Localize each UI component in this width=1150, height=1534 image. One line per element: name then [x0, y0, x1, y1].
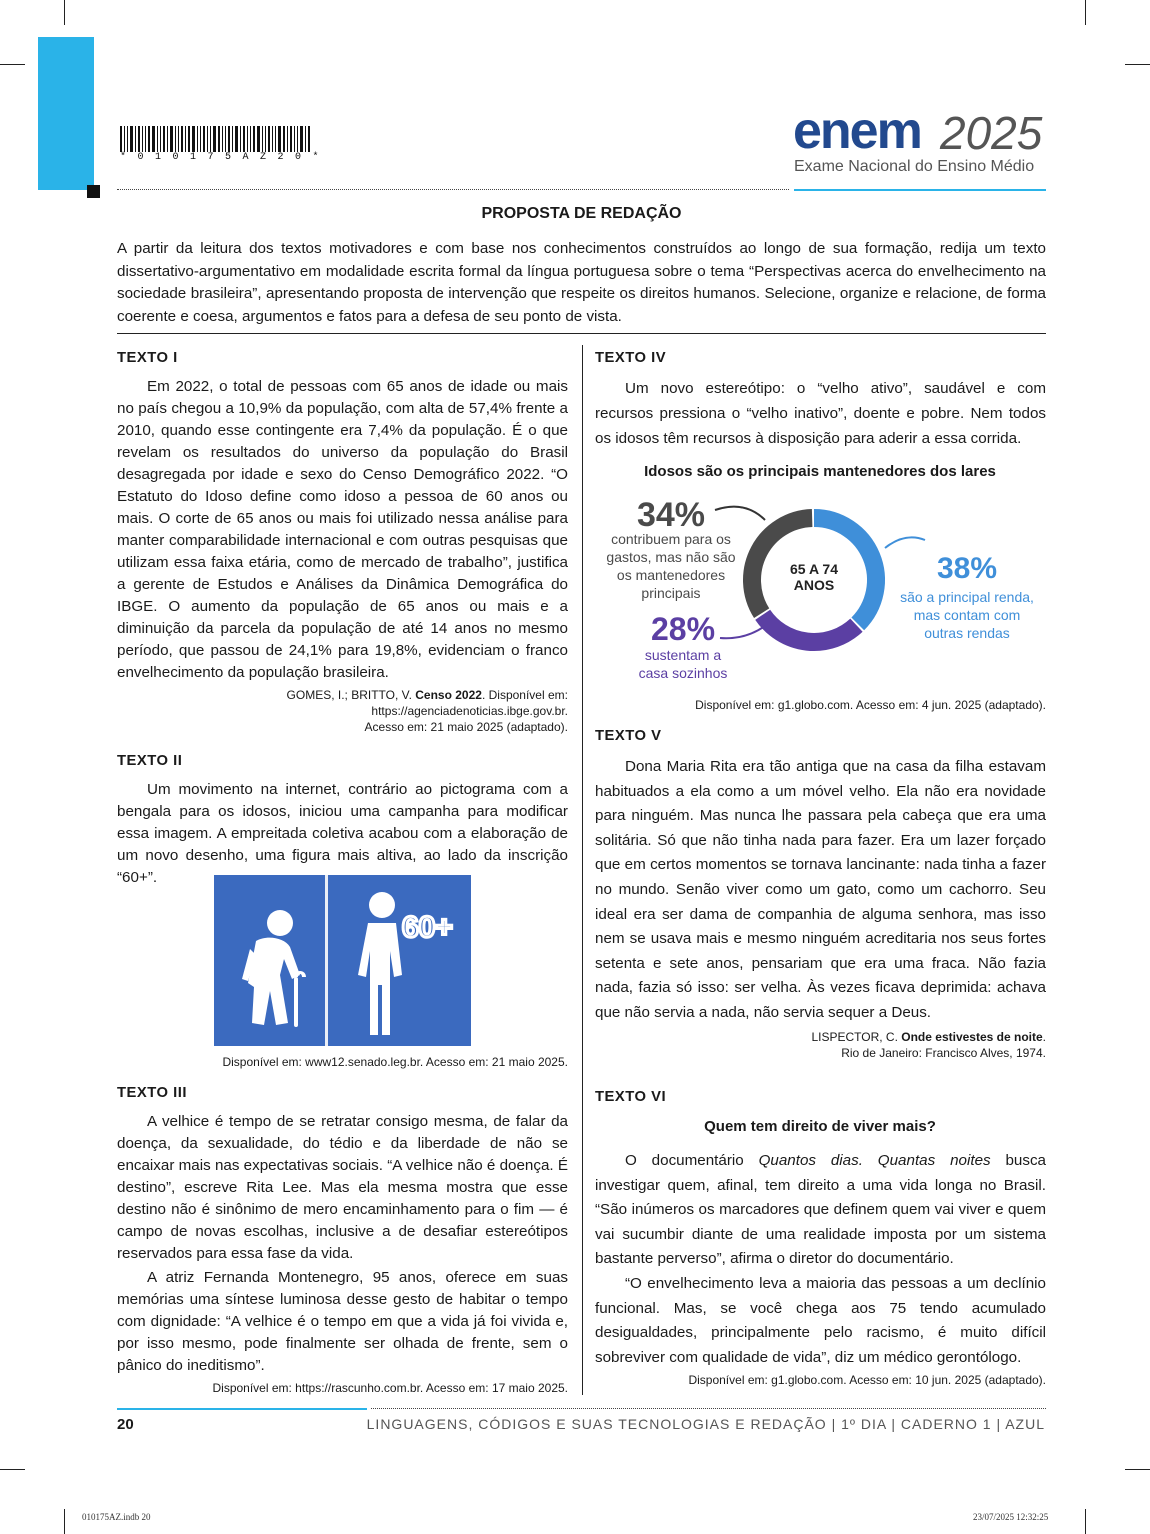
- barcode: [120, 126, 326, 152]
- slice-caption-line: outras rendas: [924, 625, 1010, 641]
- slice-percent-38: 38%: [936, 552, 998, 585]
- barcode-bar: [297, 126, 298, 152]
- barcode-bar: [138, 126, 140, 152]
- barcode-bar: [152, 126, 155, 152]
- crop-mark: [1085, 0, 1086, 25]
- slice-percent-28: 28%: [650, 611, 716, 647]
- texto-3-source: Disponível em: https://rascunho.com.br. Acesso em: 17 maio 2025.: [212, 1381, 568, 1395]
- footer-text: LINGUAGENS, CÓDIGOS E SUAS TECNOLOGIAS E REDAÇÃO | 1º DIA | CADERNO 1 | AZUL: [366, 1416, 1045, 1432]
- source-author: LISPECTOR, C.: [811, 1029, 902, 1044]
- crop-mark: [1125, 64, 1150, 65]
- column-divider: [582, 345, 583, 1395]
- texto-4-body: Um novo estereótipo: o “velho ativo”, saudável e com recursos pressiona o “velho inativo”, doente e pobre. Nem todos os idosos têm recursos à disposição para aderir a essa corrida.: [595, 380, 1046, 447]
- source-url: https://agenciadenoticias.ibge.gov.br.: [371, 704, 568, 718]
- barcode-bar: [240, 126, 241, 152]
- print-file-mark: 010175AZ.indb 20: [82, 1512, 151, 1522]
- barcode-bar: [175, 126, 176, 152]
- barcode-bar: [197, 126, 198, 152]
- header-dotted-rule: [117, 189, 789, 190]
- texto-2-source: Disponível em: www12.senado.leg.br. Acesso em: 21 maio 2025.: [222, 1055, 568, 1069]
- crop-mark: [1125, 1469, 1150, 1470]
- texto-3: [117, 1082, 568, 1396]
- texto-5-source: [595, 1029, 1046, 1061]
- donut-chart: [595, 490, 1046, 690]
- page-number: 20: [117, 1416, 134, 1433]
- barcode-bar: [287, 126, 288, 152]
- texto-5-heading: TEXTO V: [595, 728, 662, 744]
- texto-3-body-1: A velhice é tempo de se retratar consigo mesma, de falar da doença, da sexualidade, do tédio e da liberdade de não se encaixar mais nas expectativas sociais. “A velhice não é doença. É destino”, escreve Rita Lee. Mas ela mesma mostra que esse destino não é sinônimo de mero encaminhamento para o fim — é campo de novas escolhas, inclusive a de desafiar estereótipos reservados para essa fase da vida.: [117, 1113, 568, 1262]
- barcode-bar: [120, 126, 122, 152]
- enem-logo-year: 2025: [940, 107, 1043, 159]
- arrow-28: [720, 626, 765, 638]
- source-publisher: Rio de Janeiro: Francisco Alves, 1974.: [841, 1045, 1046, 1060]
- footer-dotted-rule: [371, 1408, 1046, 1409]
- slice-caption-line: contribuem para os: [611, 531, 731, 547]
- barcode-bar: [181, 126, 183, 152]
- chart-title: Idosos são os principais mantenedores dos lares: [644, 463, 996, 480]
- barcode-bar: [218, 126, 220, 152]
- barcode-bar: [160, 126, 161, 152]
- crop-mark: [64, 0, 65, 25]
- slice-caption-line: mas contam com: [913, 607, 1021, 623]
- texto-6-content: [595, 1149, 1046, 1388]
- barcode-bar: [210, 126, 211, 152]
- texto-6-source: Disponível em: g1.globo.com. Acesso em: 10 jun. 2025 (adaptado).: [688, 1373, 1046, 1388]
- texto-2: [117, 750, 568, 889]
- pictogram-image: [214, 875, 471, 1046]
- center-label-line2: ANOS: [793, 577, 835, 593]
- slice-caption-line: os mantenedores: [616, 567, 726, 583]
- crop-mark: [1085, 1509, 1086, 1534]
- pictogram-label: 60+: [402, 911, 453, 944]
- barcode-bar: [142, 126, 143, 152]
- texto-6-body-1: [595, 1149, 1046, 1272]
- barcode-bar: [262, 126, 263, 152]
- barcode-bar: [278, 126, 281, 152]
- slice-caption-line: são a principal renda,: [900, 589, 1034, 605]
- barcode-bar: [290, 126, 292, 152]
- enem-logo-word: enem: [793, 102, 921, 160]
- slice-caption-line: sustentam a: [644, 647, 722, 663]
- barcode-bar: [300, 126, 303, 152]
- active-elderly-icon: [328, 875, 471, 1046]
- proposal-title: PROPOSTA DE REDAÇÃO: [481, 205, 682, 222]
- source-suffix: .: [1042, 1029, 1046, 1044]
- texto-3-body-2: A atriz Fernanda Montenegro, 95 anos, oferece em suas memórias uma síntese luminosa desse gesto de habitar o tempo com dignidade: “A velhice é o tempo em que a vida já foi vivida e, por isso mesmo, pode finalmente ser olhada de frente, sem o pânico do ineditismo”.: [117, 1269, 568, 1374]
- footer-blue-line: [117, 1408, 367, 1410]
- texto-1-source: [117, 687, 568, 735]
- barcode-bar: [294, 126, 295, 152]
- texto-6-body-2: “O envelhecimento leva a maioria das pessoas a um declínio funcional. Mas, se você chega aos 75 tendo acumulado desigualdades, principalmente pelo racismo, é muito difícil sobreviver com qualidade de vida”, diz um médico gerontólogo.: [595, 1274, 1046, 1366]
- source-suffix: . Disponível em:: [481, 688, 568, 702]
- texto-1: [117, 347, 568, 735]
- barcode-bar: [272, 126, 273, 152]
- arrow-34: [715, 507, 765, 520]
- slice-caption-line: casa sozinhos: [638, 665, 728, 681]
- proposal-text: A partir da leitura dos textos motivadores e com base nos conhecimentos construídos ao longo de sua formação, redija um texto dissertativo-argumentativo em modalidade escrita formal da língua portuguesa sobre o tema “Perspectivas acerca do envelhecimento na sociedade brasileira”, apresentando proposta de intervenção que respeite os direitos humanos. Selecione, organize e relacione, de forma coerente e coesa, argumentos e fatos para a defesa de seu ponto de vista.: [117, 240, 1046, 326]
- blue-tab-marker: [38, 37, 94, 190]
- barcode-bar: [127, 126, 128, 152]
- barcode-bar: [178, 126, 179, 152]
- barcode-bar: [170, 126, 173, 152]
- barcode-bar: [157, 126, 158, 152]
- texto-3-heading: TEXTO III: [117, 1085, 188, 1101]
- slice-percent-34: 34%: [636, 496, 706, 534]
- barcode-bar: [167, 126, 168, 152]
- texto-5-body: Dona Maria Rita era tão antiga que na casa da filha estavam habituados a ela como a um móvel velho. Ela não era novidade para ninguém. Mas nunca lhe passara pela cabeça que era uma solitária. Só que não tinha nada para fazer. Era um lazer forçado que em certos momentos se tornava lancinante: nada tinha a fazer no mundo. Senão viver como um gato, como um cachorro. Seu ideal era ser dama de companhia de alguma senhora, mas isso nem se usava mais e mesmo ninguém acreditaria nos seus fortes setenta e sete anos, pensariam que era uma fraca. Não fazia nada, fazia só isso: ser velha. Às vezes ficava deprimida: achava que não servia a nada, não servia sequer a Deus.: [595, 758, 1046, 1021]
- slice-caption-line: gastos, mas não são: [606, 549, 736, 565]
- elderly-cane-icon: [214, 875, 325, 1046]
- barcode-bar: [192, 126, 195, 152]
- texto-6-heading: TEXTO VI: [595, 1089, 667, 1105]
- center-label-line1: 65 A 74: [790, 561, 838, 577]
- barcode-bar: [163, 126, 165, 152]
- registration-square: [87, 185, 100, 198]
- barcode-bar: [130, 126, 133, 152]
- source-title: Onde estivestes de noite: [901, 1029, 1043, 1044]
- barcode-bar: [268, 126, 270, 152]
- barcode-bar: [265, 126, 266, 152]
- donut-slice-28: [763, 615, 857, 642]
- barcode-bar: [124, 126, 125, 152]
- barcode-bar: [203, 126, 205, 152]
- enem-logo-subtitle: Exame Nacional do Ensino Médio: [794, 158, 1035, 175]
- source-title: Censo 2022: [415, 688, 482, 702]
- barcode-bar: [275, 126, 276, 152]
- barcode-bar: [188, 126, 190, 152]
- logo-underline: [794, 189, 1046, 191]
- crop-mark: [0, 64, 25, 65]
- barcode-bar: [247, 126, 248, 152]
- texto-4: [595, 347, 1046, 451]
- barcode-bar: [243, 126, 245, 152]
- body-start: O documentário: [625, 1152, 759, 1169]
- arrow-38: [885, 537, 925, 548]
- section-divider: [117, 333, 1046, 334]
- barcode-bar: [305, 126, 306, 152]
- barcode-bar: [145, 126, 146, 152]
- crop-mark: [64, 1509, 65, 1534]
- barcode-bar: [213, 126, 216, 152]
- print-date-mark: 23/07/2025 12:32:25: [973, 1512, 1049, 1522]
- slice-caption-line: principais: [641, 585, 701, 601]
- barcode-bar: [225, 126, 226, 152]
- crop-mark: [0, 1469, 25, 1470]
- barcode-bar: [232, 126, 233, 152]
- barcode-bar: [235, 126, 238, 152]
- source-author: GOMES, I.; BRITTO, V.: [286, 688, 416, 702]
- body-rest: busca investigar quem, afinal, tem direito a uma vida longa no Brasil. “São inúmeros os marcadores que definem quem vai viver e quem vai sucumbir diante de uma realidade imposta por um sistema bastante perverso”, afirma o diretor do documentário.: [595, 1152, 1047, 1268]
- texto-5: [595, 725, 1046, 1061]
- barcode-bar: [148, 126, 150, 152]
- barcode-bar: [135, 126, 136, 152]
- barcode-bar: [185, 126, 186, 152]
- barcode-bar: [200, 126, 201, 152]
- barcode-bar: [207, 126, 208, 152]
- barcode-bar: [250, 126, 251, 152]
- barcode-bar: [308, 126, 310, 152]
- barcode-bar: [228, 126, 230, 152]
- source-access: Acesso em: 21 maio 2025 (adaptado).: [364, 720, 568, 734]
- barcode-bar: [283, 126, 285, 152]
- texto-6: [595, 1086, 1046, 1108]
- barcode-text: *010175AZ20*: [120, 152, 331, 163]
- texto-4-source: Disponível em: g1.globo.com. Acesso em: 4 jun. 2025 (adaptado).: [695, 698, 1046, 712]
- film-title: Quantos dias. Quantas noites: [758, 1152, 991, 1169]
- texto-1-heading: TEXTO I: [117, 350, 178, 366]
- barcode-bar: [257, 126, 260, 152]
- texto-4-heading: TEXTO IV: [595, 350, 667, 366]
- texto-6-subtitle: Quem tem direito de viver mais?: [704, 1118, 936, 1135]
- texto-2-body: Um movimento na internet, contrário ao pictograma com a bengala para os idosos, iniciou uma campanha para modificar essa imagem. A empreitada coletiva acabou com a elaboração de um novo desenho, uma figura mais altiva, ao lado da inscrição “60+”.: [117, 781, 568, 886]
- barcode-bar: [253, 126, 255, 152]
- texto-2-heading: TEXTO II: [117, 753, 183, 769]
- texto-1-body: Em 2022, o total de pessoas com 65 anos de idade ou mais no país chegou a 10,9% da população, com alta de 57,4% frente a 2010, quando esse contingente era 7,4% da população. É o que revelam os resultados do universo da população do Brasil desagregada por idade e sexo do Censo Demográfico 2022. “O Estatuto do Idoso define como idoso a pessoa de 60 anos ou mais. O corte de 65 anos ou mais foi utilizado nessa análise para manter comparabilidade internacional e com outras pesquisas que utilizam essa faixa etária, como de mercado de trabalho”, justifica a gerente de Estudos e Análises da Dinâmica Demográfica do IBGE. O aumento da população de 65 anos ou mais e a diminuição da parcela da população de até 14 anos no mesmo período, que passou de 24,1% para 19,8%, evidenciam o franco envelhecimento da população brasileira.: [117, 378, 568, 681]
- barcode-bar: [222, 126, 223, 152]
